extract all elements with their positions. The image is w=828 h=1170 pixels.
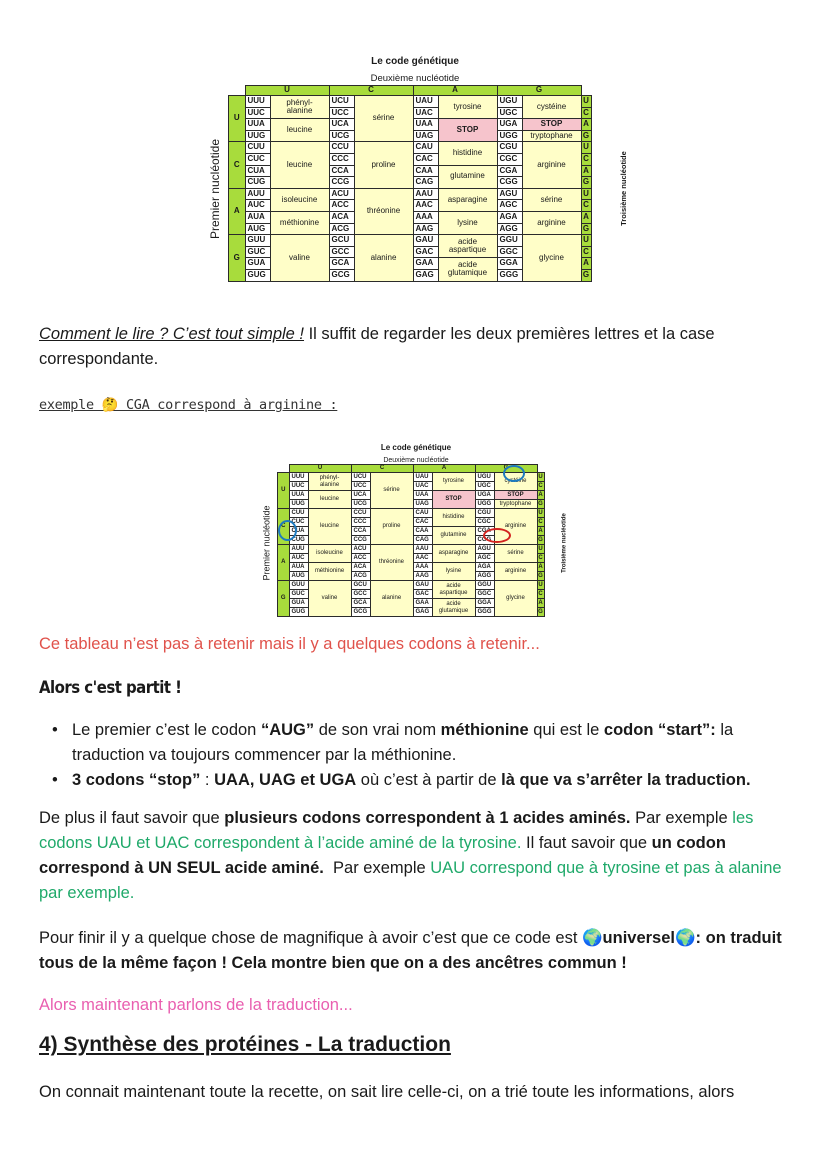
amino-acid-cell: méthionine (270, 211, 329, 234)
codon-cell: GAC (413, 246, 438, 258)
amino-acid-cell: phényl- alanine (270, 96, 329, 119)
third-nucleotide-cell: U (538, 581, 543, 588)
amino-acid-cell: tryptophane (494, 500, 537, 509)
codon-cell: CAA (413, 527, 432, 536)
third-nucleotide-cell: G (582, 130, 590, 140)
third-nucleotide-cell: U (538, 473, 543, 480)
b1-text4: la traduction va toujours commencer par la méthionine. (72, 721, 734, 764)
amino-acid-cell: proline (370, 509, 413, 545)
amino-acid-cell: cystéine (522, 96, 581, 119)
first-nucleotide-cell: A (278, 545, 290, 581)
b1-start: codon “start”: (603, 721, 716, 739)
codon-cell: GGA (497, 258, 522, 270)
codon-cell: AAC (413, 200, 438, 212)
codon-cell: ACG (329, 223, 354, 235)
amino-acid-cell: leucine (308, 491, 351, 509)
codon-cell: GCG (351, 608, 370, 617)
codon-cell: CUA (289, 527, 308, 536)
p1-f: un codon correspond à UN SEUL acide aminé. (39, 834, 726, 877)
codon-cell: UUU (289, 473, 308, 482)
first-nucleotide-cell: C (229, 142, 246, 188)
amino-acid-cell: valine (308, 581, 351, 617)
codon-cell: CUU (289, 509, 308, 518)
codon-cell: CUG (245, 177, 270, 189)
p2-b: 🌍universel🌍: on traduit tous de la même façon ! Cela montre bien que on a des ancêtres commun ! (39, 929, 782, 972)
amino-acid-cell: tryptophane (522, 130, 581, 142)
codon-cell: CAU (413, 142, 438, 154)
amino-acid-cell: leucine (308, 509, 351, 545)
codon-cell: GUA (245, 258, 270, 270)
how-to-read-paragraph (39, 322, 799, 372)
amino-acid-cell: tyrosine (438, 96, 497, 119)
codon-cell: UGU (475, 473, 494, 482)
codon-cell: GCA (329, 258, 354, 270)
codon-cell: CGG (497, 177, 522, 189)
third-nucleotide-cell: A (538, 527, 543, 534)
paragraph-universal (39, 926, 799, 976)
codon-cell: UUA (289, 491, 308, 500)
amino-acid-cell: acide glutamique (432, 599, 475, 617)
codon-cell: CAC (413, 153, 438, 165)
first-nucleotide-cell: G (278, 581, 290, 617)
third-nucleotide-cell: A (538, 563, 543, 570)
codon-cell: CUA (245, 165, 270, 177)
amino-acid-cell: sérine (494, 545, 537, 563)
second-nucleotide-header: A (413, 86, 497, 96)
codon-cell: UCA (329, 119, 354, 131)
third-nucleotide-cell: C (538, 482, 543, 489)
codon-cell: ACG (351, 572, 370, 581)
codon-cell: GUA (289, 599, 308, 608)
amino-acid-cell: alanine (370, 581, 413, 617)
p2-a: Pour finir il y a quelque chose de magnifique à avoir c’est que ce code est (39, 929, 582, 947)
third-nucleotide-cell: G (582, 223, 590, 233)
how-to-read-answer: Il suffit de regarder les deux premières lettres et la case correspondante. (39, 325, 715, 368)
amino-acid-cell: asparagine (432, 545, 475, 563)
codon-cell: UCG (329, 130, 354, 142)
codon-cell: AAU (413, 545, 432, 554)
second-nucleotide-header: G (497, 86, 581, 96)
codon-cell: UUG (245, 130, 270, 142)
codon-cell: CCG (351, 536, 370, 545)
codon-cell: UGG (475, 500, 494, 509)
bullet-stop (39, 768, 799, 793)
codon-cell: GGC (497, 246, 522, 258)
amino-acid-cell: isoleucine (308, 545, 351, 563)
codon-cell: CGA (475, 527, 494, 536)
p1-c: Par exemple (630, 809, 733, 827)
codon-cell: AGA (475, 563, 494, 572)
second-nucleotide-header: U (245, 86, 329, 96)
codon-cell: ACC (351, 554, 370, 563)
codon-cell: GGU (475, 581, 494, 590)
bullet-aug (39, 718, 799, 768)
codon-cell: UGG (497, 130, 522, 142)
first-nucleotide-label-small: Premier nucléotide (261, 505, 272, 581)
third-nucleotide-cell: U (581, 142, 591, 154)
codon-cell: CUC (289, 518, 308, 527)
codon-cell: UCG (351, 500, 370, 509)
codon-cell: ACC (329, 200, 354, 212)
codon-cell: AGU (475, 545, 494, 554)
codon-cell: GCU (329, 235, 354, 247)
codon-cell: GAG (413, 269, 438, 281)
codon-cell: GAA (413, 599, 432, 608)
third-nucleotide-cell: C (581, 153, 591, 165)
codon-cell: AGC (475, 554, 494, 563)
second-nucleotide-header: A (413, 465, 475, 473)
genetic-code-figure (200, 52, 630, 292)
codon-cell: GGA (475, 599, 494, 608)
codon-cell: UGC (497, 107, 522, 119)
codon-cell: AAA (413, 563, 432, 572)
codon-cell: AGG (475, 572, 494, 581)
genetic-code-figure-example (256, 438, 576, 618)
amino-acid-cell: tyrosine (432, 473, 475, 491)
not-to-memorize-note: Ce tableau n’est pas à retenir mais il y a quelques codons à retenir... (39, 635, 540, 653)
codon-cell: UAG (413, 500, 432, 509)
transition-line: Alors maintenant parlons de la traduction... (39, 996, 353, 1014)
third-nucleotide-label: Troisième nucléotide (619, 151, 628, 226)
third-nucleotide-cell: A (581, 119, 591, 131)
codon-cell: GAU (413, 581, 432, 590)
bullet-dot: • (52, 771, 58, 789)
codon-cell: UAG (413, 130, 438, 142)
codon-cell: AUG (245, 223, 270, 235)
b1-methionine: méthionine (440, 721, 529, 739)
b1-text2: de son vrai nom (314, 721, 441, 739)
codon-cell: CCA (351, 527, 370, 536)
codon-cell: CAG (413, 177, 438, 189)
bullet-dot: • (52, 721, 58, 739)
codon-cell: AUA (289, 563, 308, 572)
codon-cell: UCA (351, 491, 370, 500)
table-corner (581, 86, 591, 96)
codon-cell: GCA (351, 599, 370, 608)
codon-cell: GAG (413, 608, 432, 617)
codon-cell: AGA (497, 211, 522, 223)
codon-cell: AUU (245, 188, 270, 200)
codon-cell: CCU (329, 142, 354, 154)
third-nucleotide-cell: C (538, 518, 543, 525)
codon-cell: UUC (289, 482, 308, 491)
codon-cell: AAG (413, 223, 438, 235)
codon-cell: GGU (497, 235, 522, 247)
first-nucleotide-cell: U (229, 96, 246, 142)
second-nucleotide-label: Deuxième nucléotide (370, 73, 460, 84)
p1-b: plusieurs codons correspondent à 1 acides aminés. (224, 809, 631, 827)
codon-cell: GCG (329, 269, 354, 281)
codon-cell: CCA (329, 165, 354, 177)
codon-cell: CGU (497, 142, 522, 154)
codon-cell: UGU (497, 96, 522, 108)
codon-cell: GUU (245, 235, 270, 247)
codon-cell: UGA (475, 491, 494, 500)
codon-cell: AUC (245, 200, 270, 212)
codon-cell: CAG (413, 536, 432, 545)
codon-cell: CCC (329, 153, 354, 165)
third-nucleotide-cell: U (581, 188, 591, 200)
codon-cell: UUA (245, 119, 270, 131)
codon-cell: UAA (413, 491, 432, 500)
codon-cell: CUC (245, 153, 270, 165)
codon-cell: UAU (413, 473, 432, 482)
highlight-circle-c (278, 520, 297, 541)
amino-acid-cell: STOP (438, 119, 497, 142)
amino-acid-cell: leucine (270, 142, 329, 188)
second-nucleotide-header: C (329, 86, 413, 96)
codon-cell: CCC (351, 518, 370, 527)
codon-cell: AAA (413, 211, 438, 223)
amino-acid-cell: glycine (522, 235, 581, 281)
codon-cell: UCC (329, 107, 354, 119)
codon-cell: GAU (413, 235, 438, 247)
paragraph-multiple-codons (39, 806, 799, 906)
third-nucleotide-cell: A (581, 258, 591, 270)
first-nucleotide-label: Premier nucléotide (208, 138, 222, 240)
codon-cell: GUC (289, 590, 308, 599)
first-nucleotide-cell: G (229, 235, 246, 281)
highlight-circle-g (503, 465, 525, 482)
codon-cell: UAC (413, 482, 432, 491)
third-nucleotide-cell: C (538, 554, 543, 561)
codon-cell: AAG (413, 572, 432, 581)
second-nucleotide-header: G (475, 465, 537, 473)
b1-text3: qui est le (528, 721, 604, 739)
b1-aug: “AUG” (260, 721, 315, 739)
codon-cell: GCC (351, 590, 370, 599)
codon-cell: CUU (245, 142, 270, 154)
codon-cell: UCC (351, 482, 370, 491)
codon-cell: GUG (245, 269, 270, 281)
codon-cell: AGC (497, 200, 522, 212)
amino-acid-cell: glutamine (432, 527, 475, 545)
highlight-circle-cga (483, 528, 511, 543)
second-nucleotide-header: U (289, 465, 351, 473)
p1-a: De plus il faut savoir que (39, 809, 225, 827)
amino-acid-cell: phényl- alanine (308, 473, 351, 491)
codon-cell: UCU (329, 96, 354, 108)
codon-cell: UGA (497, 119, 522, 131)
figure-title-small: Le code génétique (380, 443, 452, 452)
third-nucleotide-cell: A (581, 165, 591, 177)
amino-acid-cell: acide glutamique (438, 258, 497, 281)
table-corner (278, 465, 290, 473)
codon-cell: GUG (289, 608, 308, 617)
amino-acid-cell: arginine (522, 211, 581, 234)
first-nucleotide-cell: C (278, 509, 290, 545)
third-nucleotide-cell: U (538, 545, 543, 552)
third-nucleotide-cell: A (581, 211, 591, 223)
amino-acid-cell: acide aspartique (432, 581, 475, 599)
b2-codons: UAA, UAG et UGA (214, 771, 357, 789)
p1-d: les codons UAU et UAC correspondent à l’acide aminé de la tyrosine. (39, 809, 754, 852)
codon-cell: CCU (351, 509, 370, 518)
third-nucleotide-cell: U (581, 235, 591, 247)
codon-cell: AAU (413, 188, 438, 200)
codon-cell: ACU (351, 545, 370, 554)
codon-cell: GGG (475, 608, 494, 617)
amino-acid-cell: acide aspartique (438, 235, 497, 258)
amino-acid-cell: lysine (432, 563, 475, 581)
codon-cell: UCU (351, 473, 370, 482)
bullet-list (39, 718, 799, 793)
third-nucleotide-cell: U (538, 509, 543, 516)
amino-acid-cell: arginine (522, 142, 581, 188)
codon-cell: GAC (413, 590, 432, 599)
codon-cell: UUG (289, 500, 308, 509)
amino-acid-cell: STOP (494, 491, 537, 500)
third-nucleotide-cell: U (581, 96, 591, 108)
amino-acid-cell: valine (270, 235, 329, 281)
amino-acid-cell: sérine (370, 473, 413, 509)
codon-cell: CAU (413, 509, 432, 518)
third-nucleotide-cell: C (581, 246, 591, 258)
codon-cell: GCU (351, 581, 370, 590)
third-nucleotide-cell: C (538, 590, 543, 597)
amino-acid-cell: thréonine (354, 188, 413, 234)
second-nucleotide-header: C (351, 465, 413, 473)
p1-g: Par exemple (323, 859, 431, 877)
genetic-code-table (228, 85, 592, 282)
section-heading: 4) Synthèse des protéines - La traduction (39, 1033, 451, 1056)
codon-cell: UGC (475, 482, 494, 491)
amino-acid-cell: arginine (494, 509, 537, 545)
codon-cell: GGG (497, 269, 522, 281)
codon-cell: AUA (245, 211, 270, 223)
b2-colon: : (200, 771, 215, 789)
b2-text: où c’est à partir de (356, 771, 502, 789)
codon-cell: GGC (475, 590, 494, 599)
amino-acid-cell: STOP (522, 119, 581, 131)
codon-cell: ACA (329, 211, 354, 223)
codon-cell: AUG (289, 572, 308, 581)
codon-cell: ACA (351, 563, 370, 572)
first-nucleotide-cell: U (278, 473, 290, 509)
third-nucleotide-cell: G (538, 536, 543, 543)
p1-e: Il faut savoir que (521, 834, 652, 852)
amino-acid-cell: cystéine (494, 473, 537, 491)
codon-cell: GUC (245, 246, 270, 258)
amino-acid-cell: sérine (522, 188, 581, 211)
codon-cell: GAA (413, 258, 438, 270)
third-nucleotide-cell: G (538, 608, 543, 615)
third-nucleotide-cell: G (582, 177, 590, 187)
amino-acid-cell: proline (354, 142, 413, 188)
example-line: exemple 🤔 CGA correspond à arginine : (39, 397, 338, 413)
b2-end: là que va s’arrêter la traduction. (501, 771, 751, 789)
amino-acid-cell: méthionine (308, 563, 351, 581)
codon-cell: AUC (289, 554, 308, 563)
codon-cell: UUC (245, 107, 270, 119)
how-to-read-question: Comment le lire ? C’est tout simple ! (39, 325, 305, 343)
amino-acid-cell: arginine (494, 563, 537, 581)
codon-cell: UAC (413, 107, 438, 119)
amino-acid-cell: isoleucine (270, 188, 329, 211)
table-corner (229, 86, 246, 96)
p1-h: UAU correspond que à tyrosine et pas à alanine par exemple. (39, 859, 782, 902)
third-nucleotide-label-small: Troisième nucléotide (561, 513, 568, 573)
third-nucleotide-cell: A (538, 491, 543, 498)
codon-cell: GCC (329, 246, 354, 258)
amino-acid-cell: glutamine (438, 165, 497, 188)
amino-acid-cell: thréonine (370, 545, 413, 581)
third-nucleotide-cell: A (538, 599, 543, 606)
figure-title: Le code génétique (371, 56, 459, 67)
amino-acid-cell: asparagine (438, 188, 497, 211)
amino-acid-cell: leucine (270, 119, 329, 142)
codon-cell: CGG (475, 536, 494, 545)
b2-stop: 3 codons “stop” (72, 771, 201, 789)
third-nucleotide-cell: C (581, 200, 591, 212)
third-nucleotide-cell: G (538, 500, 543, 507)
codon-cell: CCG (329, 177, 354, 189)
third-nucleotide-cell: G (538, 572, 543, 579)
second-nucleotide-label-small: Deuxième nucléotide (383, 457, 449, 464)
amino-acid-cell: sérine (354, 96, 413, 142)
codon-cell: AAC (413, 554, 432, 563)
codon-cell: CAC (413, 518, 432, 527)
codon-cell: AGG (497, 223, 522, 235)
alors-heading: Alors c'est partit ! (39, 678, 182, 698)
codon-cell: CGC (497, 153, 522, 165)
codon-cell: UUU (245, 96, 270, 108)
codon-cell: CUG (289, 536, 308, 545)
codon-cell: UAA (413, 119, 438, 131)
amino-acid-cell: lysine (438, 211, 497, 234)
third-nucleotide-cell: C (581, 107, 591, 119)
b1-text: Le premier c’est le codon (72, 721, 261, 739)
table-corner (537, 465, 544, 473)
codon-cell: AUU (289, 545, 308, 554)
codon-cell: ACU (329, 188, 354, 200)
third-nucleotide-cell: G (582, 270, 590, 279)
amino-acid-cell: histidine (432, 509, 475, 527)
amino-acid-cell: histidine (438, 142, 497, 165)
codon-cell: AGU (497, 188, 522, 200)
codon-cell: CGC (475, 518, 494, 527)
codon-cell: CGU (475, 509, 494, 518)
amino-acid-cell: glycine (494, 581, 537, 617)
last-line: On connait maintenant toute la recette, on sait lire celle-ci, on a trié toute les informations, alors (39, 1083, 735, 1101)
codon-cell: UAU (413, 96, 438, 108)
amino-acid-cell: alanine (354, 235, 413, 281)
amino-acid-cell: STOP (432, 491, 475, 509)
codon-cell: GUU (289, 581, 308, 590)
first-nucleotide-cell: A (229, 188, 246, 234)
codon-cell: CGA (497, 165, 522, 177)
codon-cell: CAA (413, 165, 438, 177)
